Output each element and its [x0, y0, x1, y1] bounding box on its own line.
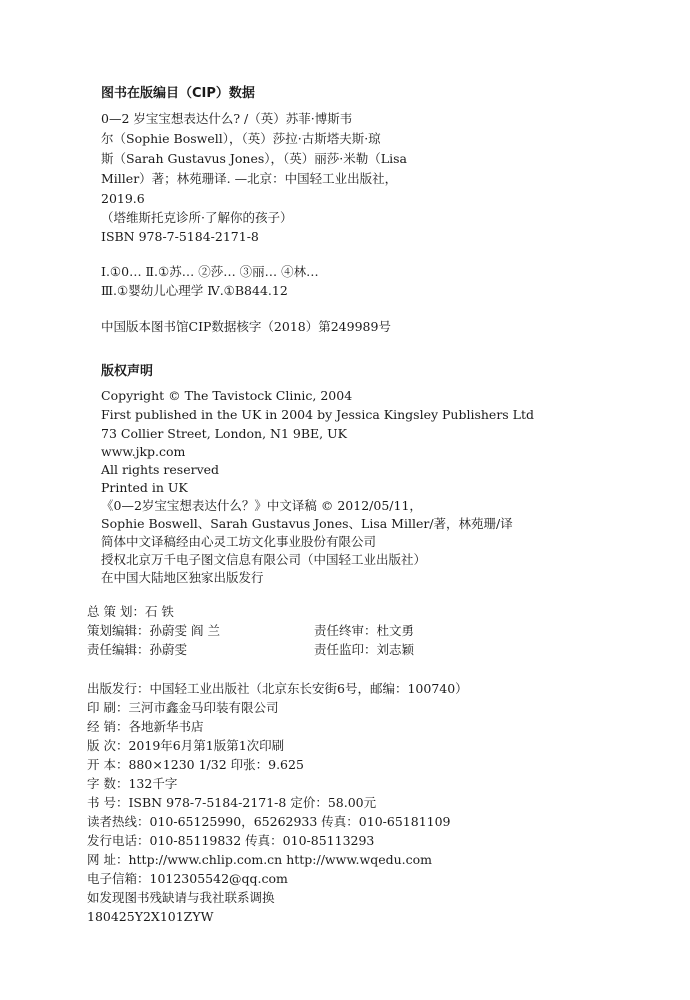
pub-detail-line: 网 址：http://www.chlip.com.cn http://www.wqedu.com	[87, 852, 433, 867]
cip-heading: 图书在版编目（CIP）数据	[101, 86, 255, 101]
final-review: 责任终审：杜文勇	[314, 623, 415, 638]
copyright-line: First published in the UK in 2004 by Jessica Kingsley Publishers Ltd	[101, 407, 535, 422]
cip-line: Miller）著；林苑珊译. —北京：中国轻工业出版社，	[101, 171, 398, 186]
cip-line: 斯（Sarah Gustavus Jones），（英）丽莎·米勒（Lisa	[101, 151, 407, 166]
copyright-line: 73 Collier Street, London, N1 9BE, UK	[101, 426, 347, 441]
copyright-line: Printed in UK	[101, 480, 188, 495]
print-supervisor: 责任监印：刘志颖	[314, 642, 415, 657]
pub-detail-line: 书 号：ISBN 978-7-5184-2171-8 定价：58.00元	[87, 795, 377, 810]
cip-index-line: Ⅲ.①婴幼儿心理学 Ⅳ.①B844.12	[101, 283, 288, 298]
pub-detail-line: 如发现图书残缺请与我社联系调换	[87, 890, 275, 905]
cip-isbn: ISBN 978-7-5184-2171-8	[101, 229, 259, 244]
pub-detail-line: 版 次：2019年6月第1版第1次印刷	[87, 738, 285, 753]
copyright-heading: 版权声明	[101, 364, 154, 379]
pub-detail-line: 印 刷：三河市鑫金马印装有限公司	[87, 700, 279, 715]
chief-planner: 总 策 划：石 铁	[87, 604, 174, 619]
pub-detail-line: 发行电话：010-85119832 传真：010-85113293	[87, 833, 375, 848]
pub-detail-line: 经 销：各地新华书店	[87, 719, 204, 734]
cip-line: 尔（Sophie Boswell），（英）莎拉·古斯塔夫斯·琼	[101, 131, 381, 146]
planning-editor: 策划编辑：孙蔚雯 阎 兰	[87, 623, 220, 638]
pub-detail-line: 开 本：880×1230 1/32 印张：9.625	[87, 757, 304, 772]
pub-detail-line: 电子信箱：1012305542@qq.com	[87, 871, 288, 886]
copyright-line: All rights reserved	[101, 462, 220, 477]
responsible-editor: 责任编辑：孙蔚雯	[87, 642, 188, 657]
copyright-line: 《0—2岁宝宝想表达什么？》中文译稿 © 2012/05/11，	[101, 498, 422, 513]
cip-index-line: Ⅰ.①0… Ⅱ.①苏… ②莎… ③丽… ④林…	[101, 264, 319, 279]
cip-line: （塔维斯托克诊所·了解你的孩子）	[101, 210, 293, 225]
copyright-line: 在中国大陆地区独家出版发行	[101, 570, 264, 585]
cip-line: 2019.6	[101, 191, 145, 206]
copyright-line: 简体中文译稿经由心灵工坊文化事业股份有限公司	[101, 534, 377, 549]
cip-line: 0—2 岁宝宝想表达什么? /（英）苏菲·博斯韦	[101, 111, 353, 126]
copyright-line: Sophie Boswell、Sarah Gustavus Jones、Lisa Miller/著，林苑珊/译	[101, 516, 513, 531]
cip-verify-number: 中国版本图书馆CIP数据核字（2018）第249989号	[101, 319, 391, 334]
copyright-line: www.jkp.com	[101, 444, 186, 459]
pub-detail-line: 字 数：132千字	[87, 776, 178, 791]
copyright-line: 授权北京万千电子图文信息有限公司（中国轻工业出版社）	[101, 552, 427, 567]
copyright-line: Copyright © The Tavistock Clinic, 2004	[101, 388, 353, 403]
pub-detail-line: 出版发行：中国轻工业出版社（北京东长安街6号，邮编：100740）	[87, 681, 468, 696]
print-code: 180425Y2X101ZYW	[87, 909, 214, 924]
pub-detail-line: 读者热线：010-65125990，65262933 传真：010-65181109	[87, 814, 451, 829]
